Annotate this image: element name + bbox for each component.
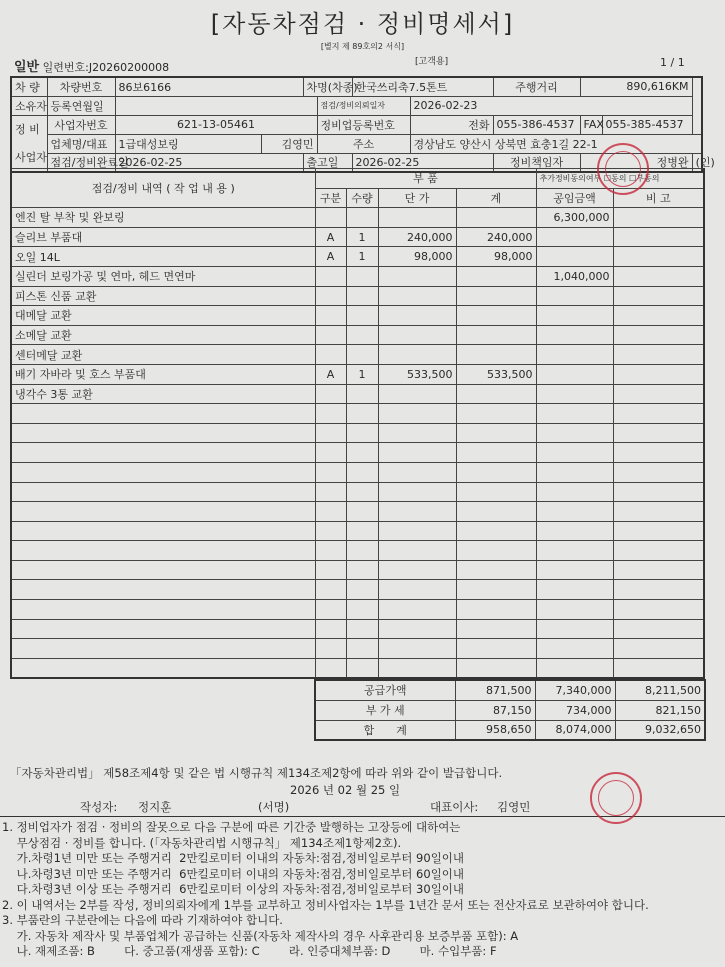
item-labor — [536, 600, 613, 620]
item-labor — [536, 560, 613, 580]
item-work — [11, 580, 315, 600]
item-note — [613, 247, 704, 267]
item-type — [315, 482, 346, 502]
item-type — [315, 502, 346, 522]
item-work — [11, 600, 315, 620]
item-note — [613, 306, 704, 326]
item-work: 슬리브 부품대 — [11, 227, 315, 247]
repair-reg-label: 정비업등록번호 — [317, 115, 410, 134]
item-work — [11, 443, 315, 463]
item-total — [456, 580, 536, 600]
document-title: [자동차점검 · 정비명세서] — [210, 10, 515, 38]
item-note — [613, 600, 704, 620]
biz-label — [11, 115, 47, 172]
item-unit — [378, 443, 456, 463]
summary-labor: 734,000 — [535, 700, 615, 720]
serial-type: 일반 — [14, 60, 40, 75]
item-total — [456, 619, 536, 639]
item-work — [11, 658, 315, 678]
item-note — [613, 423, 704, 443]
item-row — [11, 658, 704, 678]
work-items-table — [10, 168, 705, 679]
item-work: 피스톤 신품 교환 — [11, 286, 315, 306]
item-labor — [536, 619, 613, 639]
item-qty — [346, 502, 378, 522]
notes — [2, 820, 649, 960]
item-work: 냉각수 3통 교환 — [11, 384, 315, 404]
item-unit — [378, 384, 456, 404]
item-total — [456, 325, 536, 345]
parts-column-header: 부 품 — [315, 169, 536, 189]
item-qty — [346, 306, 378, 326]
item-qty — [346, 600, 378, 620]
item-total — [456, 502, 536, 522]
item-note — [613, 580, 704, 600]
item-unit — [378, 502, 456, 522]
item-labor: 6,300,000 — [536, 208, 613, 228]
item-type: A — [315, 364, 346, 384]
summary-label: 공급가액 — [315, 680, 455, 700]
item-type — [315, 404, 346, 424]
item-total — [456, 560, 536, 580]
owner-label-2: 소유자 — [11, 96, 47, 115]
item-total — [456, 423, 536, 443]
item-note — [613, 502, 704, 522]
item-total — [456, 286, 536, 306]
item-unit — [378, 541, 456, 561]
item-unit — [378, 266, 456, 286]
item-qty: 1 — [346, 247, 378, 267]
item-type — [315, 325, 346, 345]
item-type — [315, 521, 346, 541]
summary-row — [315, 680, 705, 700]
mileage: 890,616KM — [580, 77, 692, 96]
item-unit — [378, 639, 456, 659]
item-work — [11, 502, 315, 522]
item-total — [456, 462, 536, 482]
item-total — [456, 384, 536, 404]
item-labor — [536, 639, 613, 659]
item-work: 소메달 교환 — [11, 325, 315, 345]
item-total — [456, 306, 536, 326]
item-type: A — [315, 227, 346, 247]
address: 경상남도 양산시 상북면 효충1길 22-1 — [410, 134, 702, 153]
item-work — [11, 404, 315, 424]
done-date-label: 점검/정비완료일 — [47, 153, 115, 172]
biz-label-2: 사업자 — [15, 151, 47, 165]
biz-no: 621-13-05461 — [115, 115, 317, 134]
summary-total: 9,032,650 — [615, 720, 705, 740]
fax: 055-385-4537 — [602, 115, 692, 134]
item-unit — [378, 560, 456, 580]
item-labor — [536, 521, 613, 541]
item-unit — [378, 306, 456, 326]
disagree-label: 부동의 — [636, 173, 660, 183]
item-qty — [346, 658, 378, 678]
serial-number — [14, 60, 169, 75]
item-labor — [536, 462, 613, 482]
item-unit — [378, 462, 456, 482]
item-row — [11, 619, 704, 639]
summary-labor: 8,074,000 — [535, 720, 615, 740]
item-type — [315, 266, 346, 286]
item-total — [456, 482, 536, 502]
item-note — [613, 521, 704, 541]
note-header: 비 고 — [613, 188, 704, 208]
item-unit — [378, 286, 456, 306]
item-work: 대메달 교환 — [11, 306, 315, 326]
item-row — [11, 462, 704, 482]
reg-date-label: 등록연월일 — [47, 96, 115, 115]
item-qty — [346, 404, 378, 424]
biz-no-label: 사업자번호 — [47, 115, 115, 134]
item-row — [11, 560, 704, 580]
issue-date: 2026 년 02 월 25 일 — [290, 783, 401, 797]
item-labor — [536, 482, 613, 502]
summary-table — [314, 679, 706, 741]
item-note — [613, 482, 704, 502]
item-row — [11, 600, 704, 620]
item-labor — [536, 306, 613, 326]
item-row — [11, 482, 704, 502]
item-qty — [346, 443, 378, 463]
item-qty — [346, 345, 378, 365]
item-total — [456, 541, 536, 561]
item-type — [315, 345, 346, 365]
item-labor — [536, 423, 613, 443]
item-total — [456, 345, 536, 365]
rep-label: 대표이사: — [430, 800, 479, 814]
item-qty — [346, 423, 378, 443]
item-unit — [378, 423, 456, 443]
item-work — [11, 521, 315, 541]
summary-parts: 87,150 — [455, 700, 535, 720]
fax-label: FAX — [580, 115, 602, 134]
summary-labor: 7,340,000 — [535, 680, 615, 700]
item-type — [315, 306, 346, 326]
car-name: 한국쓰리축7.5톤트 — [352, 77, 493, 96]
item-qty — [346, 541, 378, 561]
rep-name: 김영민 — [497, 800, 531, 814]
summary-label: 합 계 — [315, 720, 455, 740]
note-line: 가.차령1년 미만 또는 주행거리 2만킬로미터 이내의 자동차:점검,정비일로부터 90일이내 — [2, 851, 465, 865]
item-total — [456, 443, 536, 463]
item-qty — [346, 286, 378, 306]
item-row — [11, 639, 704, 659]
type-header: 구분 — [315, 188, 346, 208]
item-total: 98,000 — [456, 247, 536, 267]
copy-label: [고객용] — [415, 57, 449, 67]
item-type — [315, 560, 346, 580]
item-type — [315, 462, 346, 482]
item-unit — [378, 521, 456, 541]
consent-label: 추가정비동의여부 — [539, 173, 602, 183]
qty-header: 수량 — [346, 188, 378, 208]
item-total — [456, 208, 536, 228]
item-note — [613, 560, 704, 580]
item-unit: 240,000 — [378, 227, 456, 247]
item-row — [11, 266, 704, 286]
item-work: 배기 자바라 및 호스 부품대 — [11, 364, 315, 384]
item-row — [11, 423, 704, 443]
item-labor: 1,040,000 — [536, 266, 613, 286]
item-labor — [536, 286, 613, 306]
item-row — [11, 208, 704, 228]
item-type — [315, 208, 346, 228]
mileage-label: 주행거리 — [493, 77, 580, 96]
item-total — [456, 404, 536, 424]
item-row — [11, 286, 704, 306]
writer-name: 정지훈 — [138, 800, 172, 814]
reg-date — [115, 96, 317, 115]
item-note — [613, 325, 704, 345]
summary-label: 부 가 세 — [315, 700, 455, 720]
item-type — [315, 286, 346, 306]
item-total — [456, 639, 536, 659]
item-unit — [378, 619, 456, 639]
item-type — [315, 639, 346, 659]
note-line: 나. 재제조품: B 다. 중고품(재생품 포함): C 라. 인증대체부품: D 마. 수입부품: F — [2, 944, 497, 958]
item-unit: 533,500 — [378, 364, 456, 384]
item-type — [315, 423, 346, 443]
item-qty — [346, 325, 378, 345]
phone: 055-386-4537 — [493, 115, 580, 134]
item-qty — [346, 521, 378, 541]
item-total: 240,000 — [456, 227, 536, 247]
note-line: 1. 정비업자가 점검 · 정비의 잘못으로 다음 구분에 따른 기간중 발행하는 고장등에 대하여는 — [2, 820, 461, 834]
item-row — [11, 364, 704, 384]
item-work: 엔진 탈 부착 및 완보링 — [11, 208, 315, 228]
address-label: 주소 — [317, 134, 410, 153]
item-note — [613, 286, 704, 306]
item-qty — [346, 560, 378, 580]
note-line: 가. 자동차 제작사 및 부품업체가 공급하는 신품(자동차 제작사의 경우 사후관리용 보증부품 포함): A — [2, 928, 519, 943]
item-work: 실린더 보링가공 및 연마, 헤드 면연마 — [11, 266, 315, 286]
item-type — [315, 541, 346, 561]
item-note — [613, 227, 704, 247]
item-row — [11, 541, 704, 561]
car-no: 86보6166 — [115, 77, 303, 96]
item-work — [11, 560, 315, 580]
item-work — [11, 619, 315, 639]
summary-row — [315, 720, 705, 740]
disagree-checkbox[interactable]: ☐ — [629, 173, 637, 183]
owner-label: 차 량 — [11, 77, 47, 96]
item-note — [613, 404, 704, 424]
release-label: 출고일 — [303, 153, 352, 172]
note-line: 2. 이 내역서는 2부를 작성, 정비의뢰자에게 1부를 교부하고 정비사업자는 1부를 1년간 문서 또는 전산자료로 보관하여야 합니다. — [2, 897, 649, 912]
item-labor — [536, 404, 613, 424]
manager-label: 정비책임자 — [493, 153, 580, 172]
labor-header: 공임금액 — [536, 188, 613, 208]
item-row — [11, 384, 704, 404]
note-line: 다.차령3년 이상 또는 주행거리 6만킬로미터 이상의 자동차:점검,정비일로부터 30일이내 — [2, 882, 465, 896]
total-header: 계 — [456, 188, 536, 208]
car-no-label: 차량번호 — [47, 77, 115, 96]
item-note — [613, 266, 704, 286]
item-type — [315, 619, 346, 639]
note-line: 무상점검 · 정비를 합니다. (「자동차관리법 시행규칙」 제134조제1항제2호). — [2, 835, 402, 850]
item-work: 센터메달 교환 — [11, 345, 315, 365]
item-labor — [536, 345, 613, 365]
item-type — [315, 580, 346, 600]
item-note — [613, 384, 704, 404]
item-qty — [346, 208, 378, 228]
item-unit — [378, 580, 456, 600]
manager-name: 정병완 — [580, 153, 692, 172]
form-number: [별지 제 89호의2 서식] — [320, 42, 405, 51]
item-qty — [346, 266, 378, 286]
car-name-label: 차명(차종) — [303, 77, 352, 96]
item-labor — [536, 580, 613, 600]
note-line: 나.차령3년 미만 또는 주행거리 6만킬로미터 이내의 자동차:점검,정비일로부터 60일이내 — [2, 866, 465, 881]
item-total: 533,500 — [456, 364, 536, 384]
item-qty — [346, 384, 378, 404]
item-unit — [378, 658, 456, 678]
item-qty — [346, 639, 378, 659]
item-labor — [536, 384, 613, 404]
item-total — [456, 521, 536, 541]
item-row — [11, 325, 704, 345]
item-note — [613, 443, 704, 463]
item-unit — [378, 482, 456, 502]
item-type: A — [315, 247, 346, 267]
note-line: 3. 부품란의 구분란에는 다음에 따라 기재하여야 합니다. — [2, 913, 283, 927]
done-date: 2026-02-25 — [115, 153, 303, 172]
agree-label: 동의 — [611, 173, 627, 183]
item-work — [11, 639, 315, 659]
company-label: 업체명/대표 — [47, 134, 115, 153]
item-qty — [346, 462, 378, 482]
item-labor — [536, 364, 613, 384]
item-note — [613, 541, 704, 561]
phone-label: 전화 — [410, 115, 493, 134]
item-work — [11, 541, 315, 561]
release-date: 2026-02-25 — [352, 153, 493, 172]
item-row — [11, 306, 704, 326]
item-note — [613, 208, 704, 228]
agree-checkbox[interactable]: ☐ — [603, 173, 612, 183]
item-qty: 1 — [346, 364, 378, 384]
item-type — [315, 658, 346, 678]
item-work: 오일 14L — [11, 247, 315, 267]
item-labor — [536, 325, 613, 345]
request-date-label: 점검/정비의뢰일자 — [317, 96, 410, 115]
summary-parts: 958,650 — [455, 720, 535, 740]
item-work — [11, 423, 315, 443]
item-labor — [536, 247, 613, 267]
signature-label: (서명) — [258, 800, 290, 814]
item-note — [613, 345, 704, 365]
item-row — [11, 345, 704, 365]
item-total — [456, 658, 536, 678]
item-unit: 98,000 — [378, 247, 456, 267]
item-labor — [536, 443, 613, 463]
item-unit — [378, 345, 456, 365]
item-qty — [346, 482, 378, 502]
manager-seal: (인) — [692, 153, 702, 172]
unit-price-header: 단 가 — [378, 188, 456, 208]
item-total — [456, 600, 536, 620]
item-type — [315, 443, 346, 463]
ceo-name: 김영민 — [261, 134, 317, 153]
summary-parts: 871,500 — [455, 680, 535, 700]
summary-row — [315, 700, 705, 720]
item-work — [11, 462, 315, 482]
item-unit — [378, 404, 456, 424]
item-row — [11, 580, 704, 600]
item-type — [315, 600, 346, 620]
item-unit — [378, 325, 456, 345]
item-qty: 1 — [346, 227, 378, 247]
item-total — [456, 266, 536, 286]
item-row — [11, 404, 704, 424]
request-date: 2026-02-23 — [410, 96, 692, 115]
item-row — [11, 227, 704, 247]
writer-label: 작성자: — [80, 800, 118, 814]
consent-header — [536, 169, 704, 189]
biz-label-1: 정 비 — [15, 123, 40, 137]
item-unit — [378, 600, 456, 620]
company-name: 1급대성보링 — [115, 134, 261, 153]
issue-statement: 「자동차관리법」 제58조제4항 및 같은 법 시행규칙 제134조제2항에 따라 위와 같이 발급합니다. — [10, 766, 503, 780]
item-note — [613, 639, 704, 659]
page-number: 1 / 1 — [660, 56, 685, 69]
item-row — [11, 521, 704, 541]
item-note — [613, 658, 704, 678]
item-note — [613, 364, 704, 384]
item-type — [315, 384, 346, 404]
item-row — [11, 502, 704, 522]
summary-total: 8,211,500 — [615, 680, 705, 700]
item-labor — [536, 227, 613, 247]
item-row — [11, 443, 704, 463]
serial-value: 일련번호:J20260200008 — [42, 61, 170, 74]
vehicle-info-table — [10, 76, 715, 173]
item-labor — [536, 502, 613, 522]
work-column-header: 점검/정비 내역 ( 작 업 내 용 ) — [11, 169, 315, 208]
item-row — [11, 247, 704, 267]
summary-total: 821,150 — [615, 700, 705, 720]
item-note — [613, 462, 704, 482]
item-note — [613, 619, 704, 639]
item-labor — [536, 541, 613, 561]
item-qty — [346, 619, 378, 639]
item-unit — [378, 208, 456, 228]
item-work — [11, 482, 315, 502]
item-qty — [346, 580, 378, 600]
item-labor — [536, 658, 613, 678]
